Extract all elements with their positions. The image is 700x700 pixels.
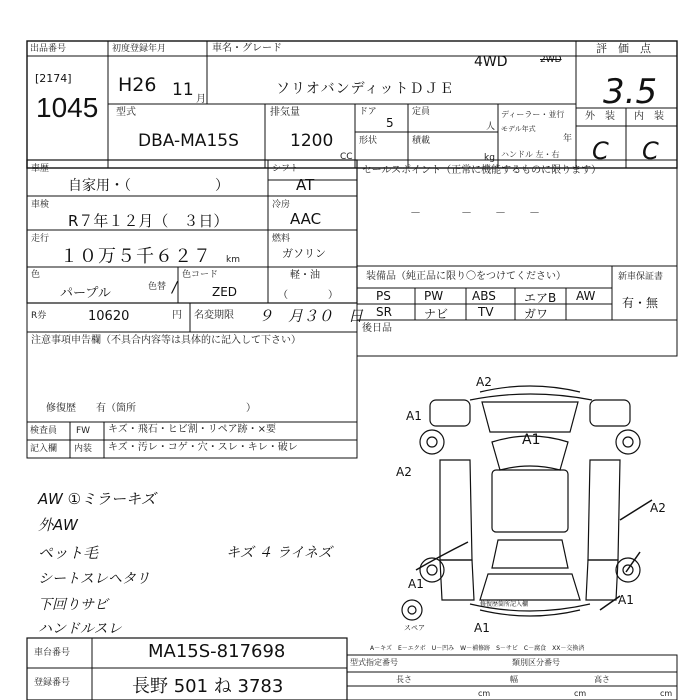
- color-change-label: 色替: [148, 282, 167, 292]
- fw-label: FW: [76, 426, 91, 436]
- equipment-label: 装備品（純正品に限り〇をつけてください）: [366, 271, 566, 282]
- hood: [482, 402, 578, 432]
- mark-a2-left: A2: [396, 465, 412, 479]
- lot-number: 1045: [36, 92, 99, 123]
- shape-label: 形状: [359, 136, 378, 146]
- shift-value: AT: [296, 176, 315, 194]
- drive-mark: 2WD: [540, 55, 562, 65]
- front-bumper: [480, 386, 580, 392]
- mark-a1-rear-left: A1: [408, 577, 424, 591]
- interior-label: 内 装: [634, 111, 664, 122]
- model-name: ソリオバンディットＤＪＥ: [276, 81, 455, 97]
- door-label: ドア: [359, 107, 377, 117]
- displacement-label: 排気量: [270, 107, 300, 118]
- left-side-front: [440, 460, 472, 560]
- note-line-6: 下回りサビ: [38, 597, 108, 613]
- note-line-7: ハンドルスレ: [38, 621, 122, 637]
- fuel-diesel: 軽・油: [290, 270, 320, 281]
- note-line-5: シートスレヘタリ: [38, 571, 150, 587]
- mark-a1-front-left: A1: [406, 409, 422, 423]
- type-cert-label: 型式指定番号: [350, 658, 398, 667]
- use-value: 自家用・（ ）: [68, 178, 229, 194]
- recycle-unit: 円: [172, 310, 182, 321]
- displacement-unit: CC: [340, 152, 353, 162]
- plate-value: 長野 501 ね 3783: [132, 676, 284, 697]
- color-code-value: ZED: [212, 285, 238, 299]
- sales-points-label: セールスポイント（正常に機能するものに限ります）: [362, 165, 602, 176]
- height-unit: cm: [660, 689, 673, 698]
- first-reg-label: 初度登録年月: [112, 44, 167, 54]
- right-side-rear: [586, 560, 618, 600]
- right-side-front: [588, 460, 620, 560]
- rear-window: [492, 540, 568, 568]
- name-change-value: ９ 月３０ 日: [258, 307, 364, 325]
- repair-legend: 修復歴箇所記入欄: [480, 601, 529, 608]
- use-label: 車歴: [31, 164, 50, 174]
- chassis-value: MA15S-817698: [148, 641, 286, 662]
- mileage-label: 走行: [31, 234, 50, 244]
- loading-unit: kg: [484, 153, 495, 163]
- warranty-label: 新車保証書: [618, 272, 664, 282]
- color-code-label: 色コード: [182, 270, 219, 280]
- color-change-value: /: [172, 278, 178, 296]
- width-label: 幅: [510, 675, 518, 684]
- inspection-value: R７年１２月（ ３日）: [68, 212, 229, 230]
- equip-abs: ABS: [472, 289, 496, 303]
- fuel-label: 燃料: [272, 234, 291, 244]
- dealer-label: ディーラー・並行: [501, 110, 565, 119]
- lot-small: [2174]: [35, 72, 72, 85]
- interior-row-label: 内装: [74, 444, 93, 454]
- remarks-label: 後日品: [362, 323, 392, 334]
- equip-navi: ナビ: [424, 307, 449, 321]
- damage-legend: A－キズ E－エクボ U－凹み W－補修跡 S－サビ C－腐食 XX－交換済: [370, 645, 585, 652]
- loading-label: 積載: [412, 136, 431, 146]
- shift-label: シフト: [272, 164, 300, 174]
- fuel-other: （ ）: [278, 290, 338, 301]
- notes-label: 注意事項申告欄（不具合内容等は具体的に記入して下さい）: [31, 335, 301, 346]
- year-unit: 年: [563, 134, 573, 144]
- type-value: DBA-MA15S: [138, 131, 239, 151]
- capacity-label: 定員: [412, 107, 431, 117]
- interior-marks: キズ・汚レ・コゲ・穴・スレ・キレ・破レ: [108, 442, 298, 453]
- name-label: 車名・グレード: [212, 43, 282, 54]
- door-value: 5: [386, 116, 394, 130]
- displacement-value: 1200: [290, 131, 334, 151]
- interior-grade: C: [642, 137, 659, 165]
- mark-a2-right: A2: [650, 501, 666, 515]
- equip-sr: SR: [376, 305, 392, 319]
- chassis-label: 車台番号: [34, 648, 71, 658]
- rear-gate: [480, 574, 580, 600]
- color-value: パープル: [60, 286, 111, 301]
- repair-history: 修復歴 有（箇所 ）: [46, 403, 256, 414]
- plate-label: 登録番号: [34, 678, 71, 688]
- lot-label: 出品番号: [30, 44, 67, 54]
- equip-tv: TV: [478, 305, 494, 319]
- grade-value: 3.5: [603, 72, 658, 112]
- fw-marks: キズ・飛石・ヒビ割・リペア跡・×要: [108, 424, 276, 435]
- equip-gawa: ガワ: [524, 307, 549, 321]
- name-change-label: 名変期限: [194, 310, 234, 321]
- exterior-grade: C: [592, 137, 609, 165]
- ac-value: AAC: [290, 210, 322, 228]
- length-label: 長さ: [396, 675, 412, 684]
- model-year-label: モデル年式: [501, 125, 536, 133]
- first-reg-month: 11: [172, 80, 194, 100]
- inspection-label: 車検: [31, 200, 50, 210]
- mark-a1-rear: A1: [474, 621, 490, 635]
- mark-a2-top: A2: [476, 375, 492, 389]
- color-label: 色: [31, 270, 41, 280]
- mileage-unit: km: [226, 255, 240, 265]
- length-unit: cm: [478, 689, 491, 698]
- mileage-value: １０万５千６２７: [60, 246, 212, 267]
- ac-label: 冷房: [272, 200, 291, 210]
- type-label: 型式: [116, 107, 136, 118]
- writer-label: 記入欄: [30, 444, 58, 454]
- first-reg-month-unit: 月: [196, 94, 206, 105]
- equip-pw: PW: [424, 289, 444, 303]
- left-side-rear: [440, 560, 474, 600]
- grade-label: 評 価 点: [596, 42, 651, 55]
- equip-airbag: エアB: [524, 291, 557, 305]
- exterior-label: 外 装: [585, 111, 615, 122]
- recycle-label: R券: [31, 311, 47, 321]
- mark-a1-rear-right: A1: [618, 593, 634, 607]
- note-line-1: AW ①ミラーキズ: [38, 490, 156, 508]
- front-left-wheel: [420, 430, 444, 454]
- class-label: 類別区分番号: [512, 658, 560, 667]
- mark-a1-windshield: A1: [522, 432, 541, 448]
- inspector-label: 検査員: [30, 426, 58, 436]
- spare-wheel: [402, 600, 422, 620]
- note-line-3: ペット毛: [38, 544, 99, 562]
- drive-type: 4WD: [474, 54, 508, 70]
- recycle-value: 10620: [88, 309, 130, 324]
- spare-label: スペア: [404, 624, 425, 632]
- sales-points-dashes: － － － －: [410, 206, 546, 219]
- equip-ps: PS: [376, 289, 391, 303]
- front-right-wheel: [616, 430, 640, 454]
- warranty-value: 有・無: [622, 296, 659, 310]
- capacity-unit: 人: [486, 122, 496, 132]
- fuel-gasoline: ガソリン: [282, 247, 326, 260]
- width-unit: cm: [574, 689, 587, 698]
- handle-label: ハンドル 左・右: [501, 150, 560, 159]
- note-line-4: キズ ４ ライネズ: [226, 545, 333, 561]
- roof: [492, 470, 568, 532]
- note-line-2: 外AW: [38, 516, 78, 534]
- front-left-fender: [430, 400, 470, 426]
- height-label: 高さ: [594, 675, 610, 684]
- front-right-fender: [590, 400, 630, 426]
- equip-aw: AW: [576, 289, 596, 303]
- first-reg-year: H26: [118, 74, 157, 96]
